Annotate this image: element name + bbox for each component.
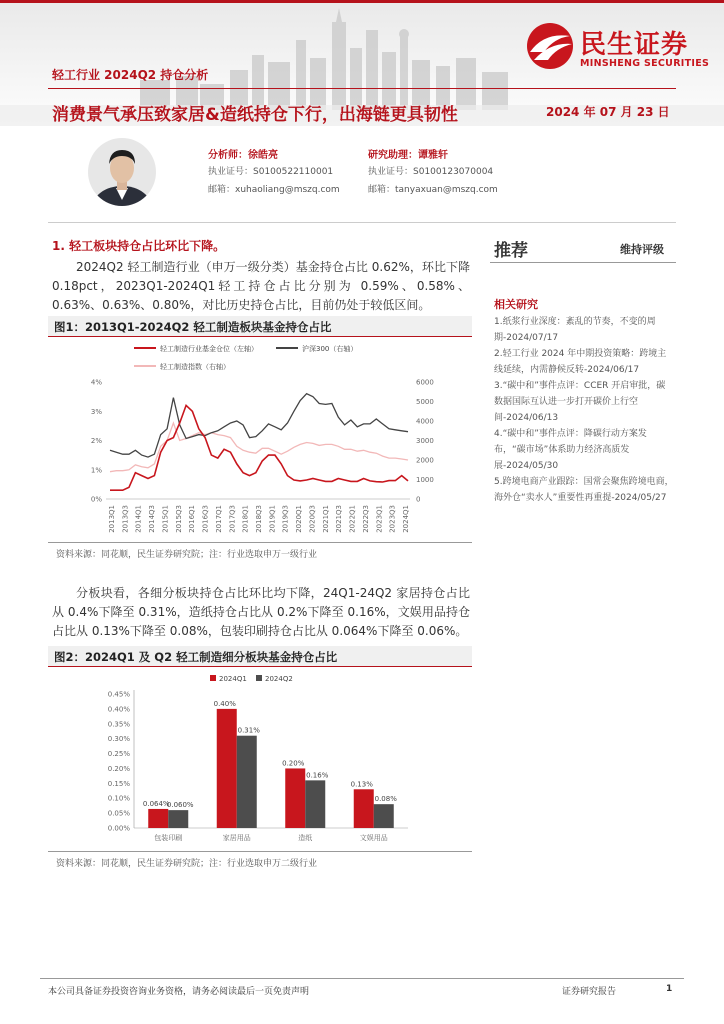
section-1-heading: 1. 轻工板块持仓占比环比下降。 <box>52 239 226 253</box>
bar-2024Q1-家居用品 <box>217 709 237 828</box>
y-tick: 0.10% <box>107 794 130 803</box>
analyst-divider <box>48 222 676 223</box>
figure-2-title: 图2：2024Q1 及 Q2 轻工制造细分板块基金持仓占比 <box>54 650 338 664</box>
legend-label-1: 轻工制造行业基金仓位（左轴） <box>160 345 258 353</box>
footer-rule <box>40 978 684 979</box>
y-right-tick: 3000 <box>416 437 434 445</box>
series-line-2 <box>110 394 408 457</box>
y-left-tick: 2% <box>90 437 102 445</box>
x-tick: 2023Q3 <box>388 505 397 533</box>
x-tick: 2015Q3 <box>174 505 183 533</box>
bar-2024Q2-家居用品 <box>237 736 257 828</box>
x-tick: 2018Q3 <box>255 505 263 533</box>
x-tick: 2017Q3 <box>228 505 237 533</box>
x-tick: 2013Q3 <box>121 505 130 533</box>
x-tick: 2019Q3 <box>281 505 290 533</box>
analyst-1-license: 执业证号：S0100522110001 <box>208 167 334 177</box>
y-right-tick: 1000 <box>416 476 434 484</box>
x-tick: 2020Q3 <box>308 505 317 533</box>
legend-label-2024Q2: 2024Q2 <box>265 675 293 683</box>
y-tick: 0.00% <box>107 824 130 833</box>
figure-2-chart <box>48 666 472 850</box>
related-research-title: 相关研究 <box>494 298 538 311</box>
x-tick: 2024Q1 <box>402 505 410 533</box>
bar-2024Q1-造纸 <box>285 768 305 828</box>
figure-1-title-bar <box>48 316 472 337</box>
footer-disclaimer: 本公司具备证券投资咨询业务资格，请务必阅读最后一页免责声明 <box>48 987 310 997</box>
related-item-4[interactable]: 4.“碳中和”事件点评：降碳行动方案发布，“碳市场”体系助力经济高质发展-2024/05/30 <box>494 429 647 471</box>
bar-2024Q2-包装印刷 <box>168 810 188 828</box>
x-tick: 2015Q1 <box>161 505 170 533</box>
category-label: 包装印刷 <box>154 834 183 842</box>
y-right-tick: 4000 <box>416 417 434 426</box>
category-label: 家居用品 <box>222 834 251 842</box>
bar-data-label: 0.064% <box>142 799 170 808</box>
y-right-tick: 0 <box>416 495 421 504</box>
bar-data-label: 0.060% <box>166 801 194 810</box>
y-left-tick: 4% <box>90 378 102 387</box>
report-type: 轻工行业 2024Q2 持仓分析 <box>52 68 209 82</box>
bar-data-label: 0.20% <box>282 759 305 768</box>
analyst-2-license: 执业证号：S0100123070004 <box>368 167 494 177</box>
bar-2024Q1-文娱用品 <box>354 789 374 828</box>
header-divider <box>48 88 676 89</box>
x-tick: 2018Q1 <box>241 505 250 533</box>
report-date: 2024 年 07 月 23 日 <box>546 105 670 119</box>
legend-label-3: 轻工制造指数（右轴） <box>160 363 230 371</box>
footer-doc-type: 证券研究报告 <box>562 987 617 997</box>
legend-label-2: 沪深300（右轴） <box>302 345 358 353</box>
bar-data-label: 0.16% <box>306 771 329 780</box>
analyst-1-email[interactable]: 邮箱：xuhaoliang@mszq.com <box>208 185 340 195</box>
bar-2024Q2-文娱用品 <box>374 804 394 828</box>
sidebar-divider <box>490 262 676 263</box>
figure-2-bottom-rule <box>48 851 472 852</box>
x-tick: 2021Q3 <box>335 505 344 533</box>
x-tick: 2019Q1 <box>268 505 277 533</box>
y-tick: 0.45% <box>107 690 130 699</box>
related-item-1[interactable]: 1.纸浆行业深度：紊乱的节奏，不变的周期-2024/07/17 <box>494 317 656 343</box>
figure-1-bottom-rule <box>48 542 472 543</box>
sidebar-rating: 维持评级 <box>620 243 664 256</box>
x-tick: 2022Q1 <box>348 505 357 533</box>
y-right-tick: 2000 <box>416 456 434 465</box>
brand-name-en: MINSHENG SECURITIES <box>580 58 710 69</box>
legend-swatch-2024Q2 <box>256 675 262 681</box>
minsheng-logo-icon <box>524 22 576 70</box>
analyst-2-heading: 研究助理：谭雅轩 <box>368 150 448 161</box>
y-left-tick: 1% <box>90 466 102 475</box>
analyst-1-heading: 分析师：徐皓亮 <box>208 150 278 161</box>
series-line-3 <box>110 423 408 472</box>
x-tick: 2014Q3 <box>148 505 157 533</box>
y-right-tick: 5000 <box>416 398 434 406</box>
x-tick: 2016Q1 <box>188 505 197 533</box>
footer-page-number: 1 <box>666 984 673 994</box>
x-tick: 2020Q1 <box>295 505 304 533</box>
brand-name-cn: 民生证券 <box>580 30 689 60</box>
analyst-2-email[interactable]: 邮箱：tanyaxuan@mszq.com <box>368 185 498 195</box>
figure-1-chart <box>48 336 472 542</box>
related-research-list <box>494 314 674 506</box>
x-tick: 2022Q3 <box>361 505 370 533</box>
x-tick: 2023Q1 <box>375 505 384 533</box>
top-border <box>0 0 724 3</box>
legend-swatch-2024Q1 <box>210 675 216 681</box>
y-right-tick: 6000 <box>416 378 434 387</box>
bar-data-label: 0.13% <box>350 780 373 789</box>
figure-2-title-bar <box>48 646 472 667</box>
x-tick: 2016Q3 <box>201 505 210 533</box>
related-item-2[interactable]: 2.轻工行业 2024 年中期投资策略：跨境主线延续，内需静候反转-2024/06/17 <box>494 349 667 375</box>
series-line-1 <box>110 405 408 490</box>
y-tick: 0.40% <box>107 705 130 714</box>
x-tick: 2013Q1 <box>108 505 116 533</box>
y-tick: 0.20% <box>107 764 130 773</box>
report-title: 消费景气承压致家居&造纸持仓下行，出海链更具韧性 <box>52 105 458 125</box>
related-item-3[interactable]: 3.“碳中和”事件点评：CCER 开启审批，碳数据国际互认进一步打开碳价上行空间-2024/06/13 <box>494 381 666 423</box>
x-tick: 2014Q1 <box>134 505 143 533</box>
figure-1-title: 图1：2013Q1-2024Q2 轻工制造板块基金持仓占比 <box>54 320 332 334</box>
analyst-avatar <box>88 138 156 206</box>
bar-data-label: 0.08% <box>374 795 397 804</box>
legend-label-2024Q1: 2024Q1 <box>219 675 247 683</box>
related-item-5[interactable]: 5.跨境电商产业跟踪：国常会聚焦跨境电商，海外仓“卖水人”重要性再重提-2024/05/27 <box>494 477 674 503</box>
y-tick: 0.25% <box>107 750 130 759</box>
category-label: 文娱用品 <box>359 834 388 842</box>
paragraph-2: 分板块看，各细分板块持仓占比环比均下降，24Q1-24Q2 家居持仓占比从 0.4%下降至 0.31%，造纸持仓占比从 0.2%下降至 0.16%，文娱用品持仓占比从 0.13%下降至 0.08%，包装印刷持仓占比从 0.064%下降至 0.06%。 <box>52 586 470 638</box>
y-tick: 0.30% <box>107 735 130 744</box>
y-left-tick: 0% <box>90 495 102 504</box>
y-left-tick: 3% <box>90 407 102 416</box>
sidebar-recommend: 推荐 <box>494 241 528 261</box>
section-1-paragraph: 2024Q2 轻工制造行业（申万一级分类）基金持仓占比 0.62%，环比下降 0.18pct，2023Q1-2024Q1轻工持仓占比分别为 0.59%、0.58%、0.63%、0.63%、0.80%，对比历史持仓占比，目前仍处于较低区间。 <box>52 260 470 312</box>
bar-data-label: 0.40% <box>213 699 236 708</box>
bar-2024Q2-造纸 <box>305 780 325 828</box>
figure-1-source: 资料来源：同花顺，民生证券研究院；注：行业选取申万一级行业 <box>56 550 318 560</box>
x-tick: 2017Q1 <box>214 505 223 533</box>
figure-2-source: 资料来源：同花顺，民生证券研究院；注：行业选取申万二级行业 <box>56 859 318 869</box>
y-tick: 0.05% <box>107 809 130 818</box>
y-tick: 0.15% <box>107 779 130 788</box>
y-tick: 0.35% <box>107 720 130 729</box>
bar-data-label: 0.31% <box>237 726 260 735</box>
category-label: 造纸 <box>298 834 313 842</box>
x-tick: 2021Q1 <box>321 505 330 533</box>
bar-2024Q1-包装印刷 <box>148 809 168 828</box>
